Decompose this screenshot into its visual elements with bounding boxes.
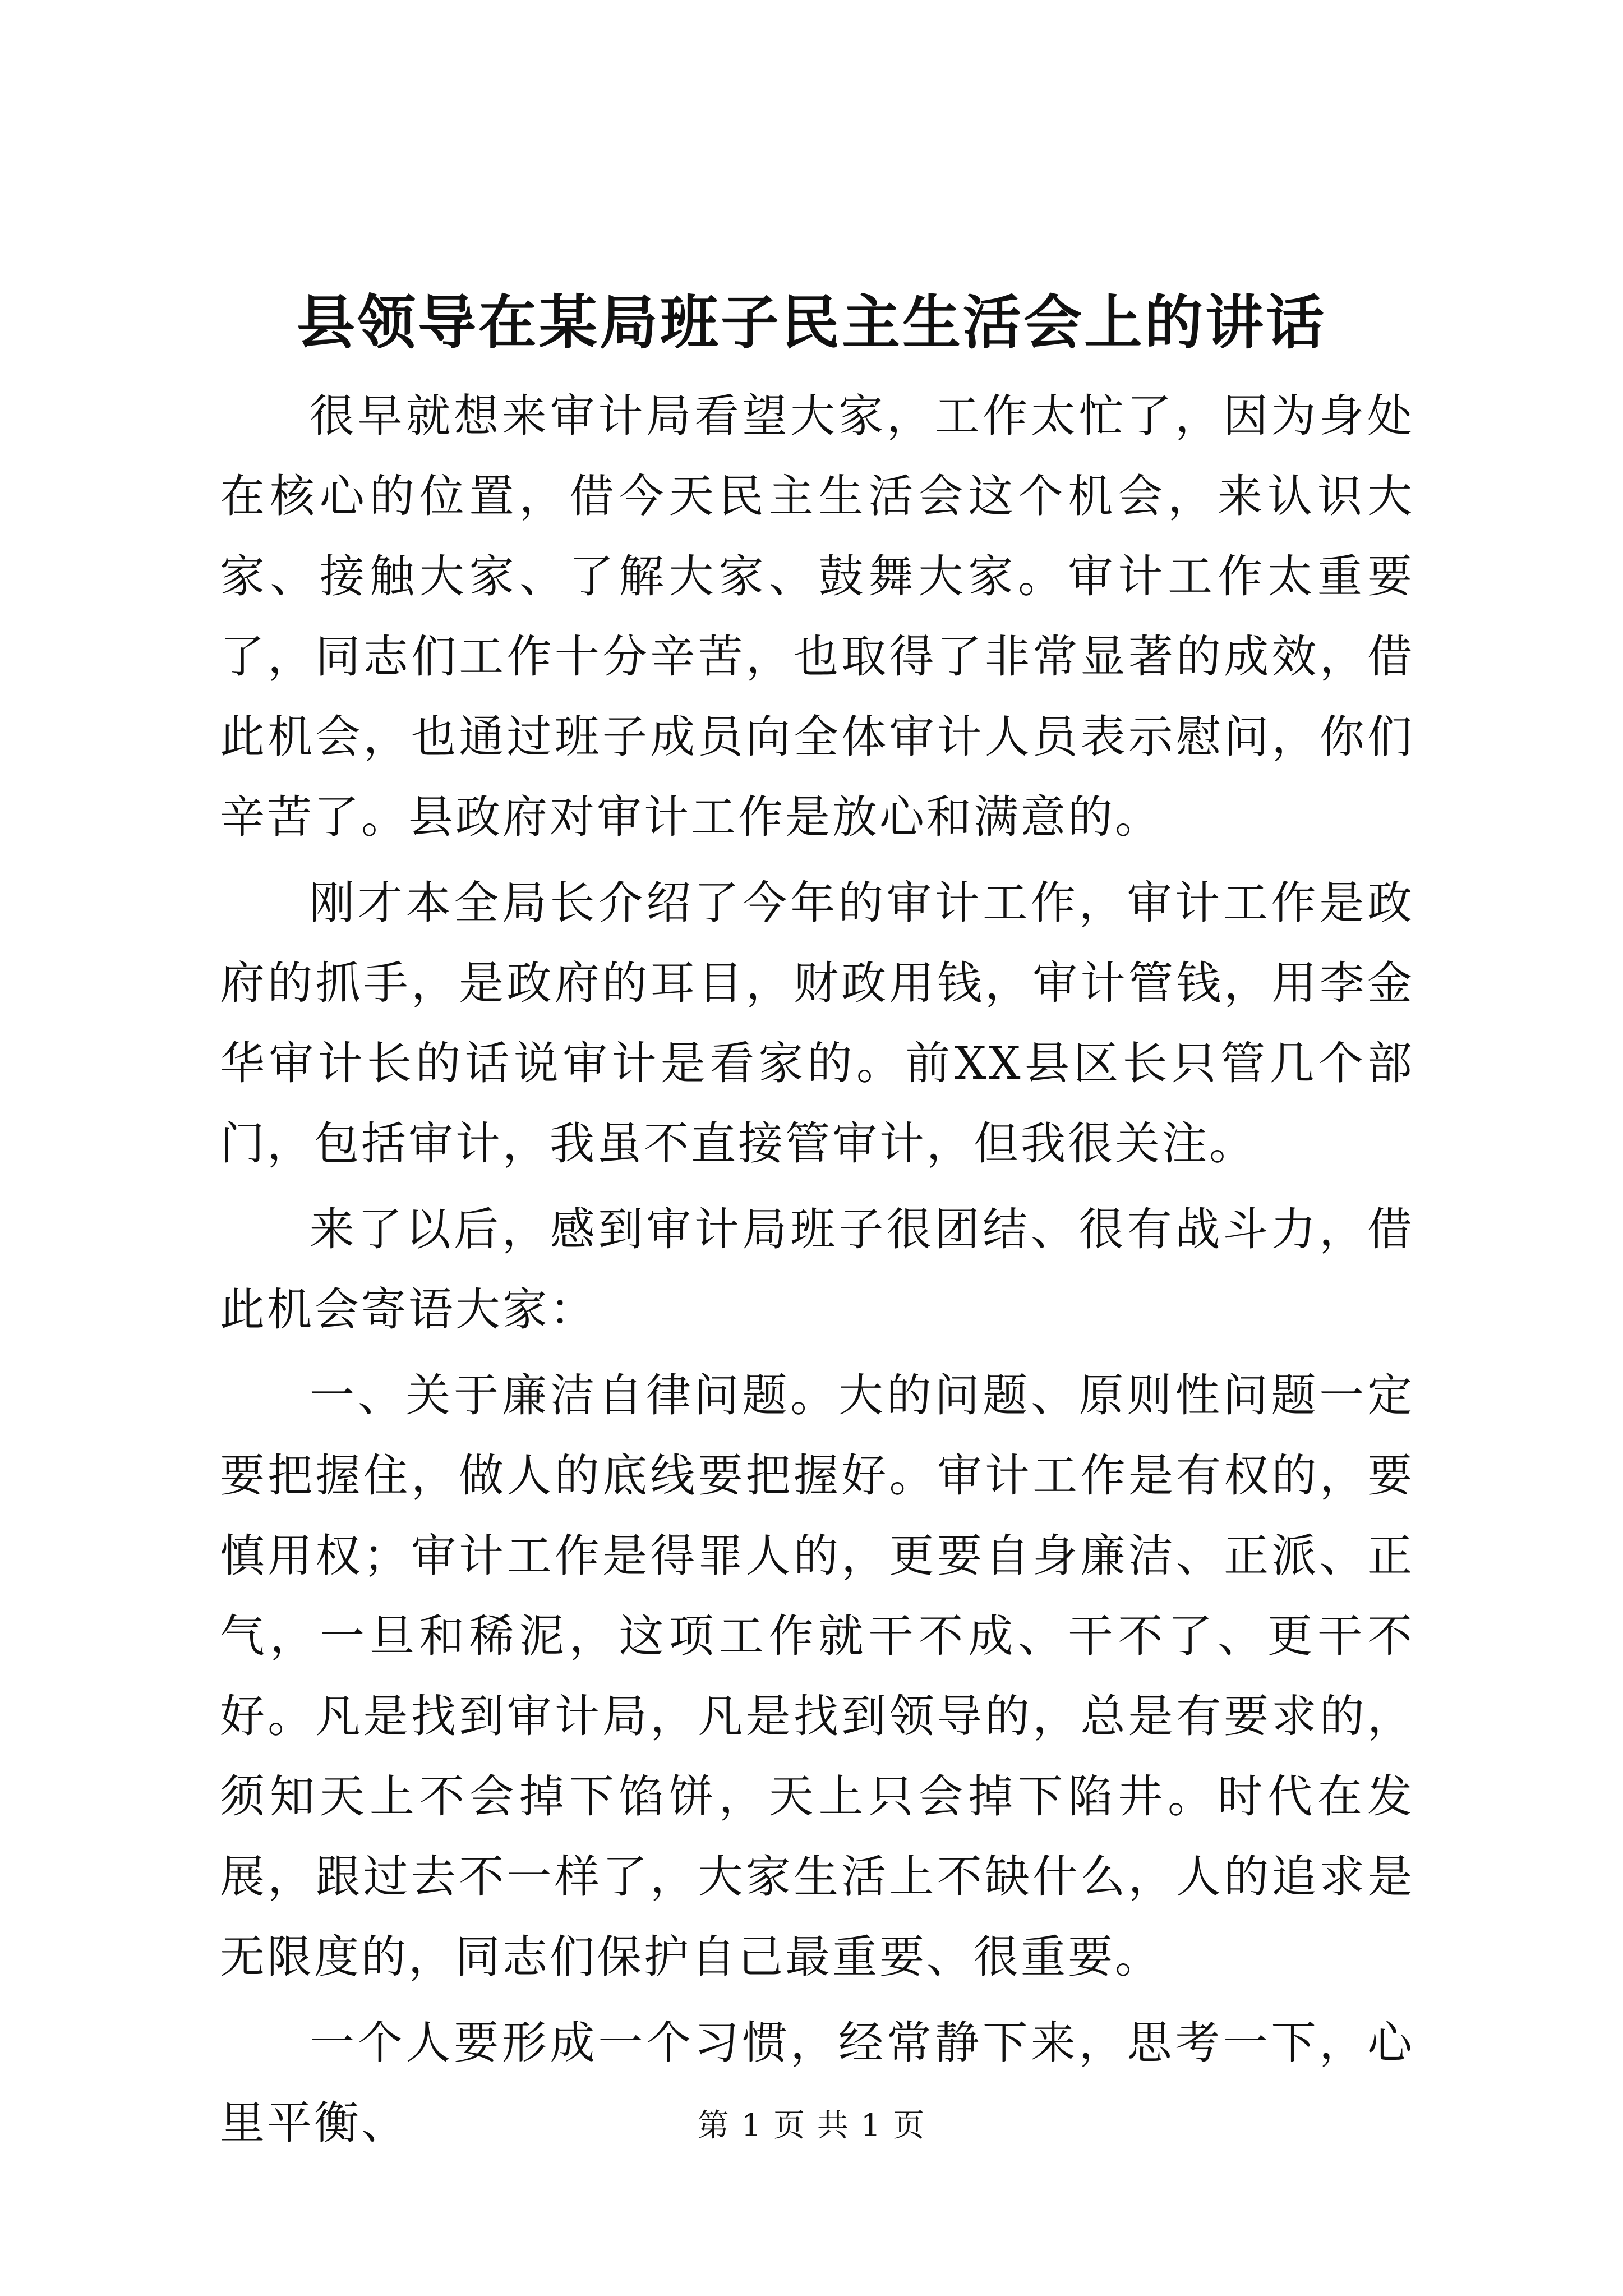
document-title: 县领导在某局班子民主生活会上的讲话 [296,288,1326,357]
paragraph: 一个人要形成一个习惯，经常静下来，思考一下，心里平衡、 [220,2017,1414,2149]
paragraph: 很早就想来审计局看望大家，工作太忙了，因为身处在核心的位置，借今天民主生活会这个机会，来认识大家、接触大家、了解大家、鼓舞大家。审计工作太重要了，同志们工作十分辛苦，也取得了非常显著的成效，借此机会，也通过班子成员向全体审计人员表示慰问，你们辛苦了。县政府对审计工作是放心和满意的。 [220,390,1414,843]
paragraph: 来了以后，感到审计局班子很团结、很有战斗力，借此机会寄语大家： [220,1203,1414,1336]
paragraph: 一、关于廉洁自律问题。大的问题、原则性问题一定要把握住，做人的底线要把握好。审计工作是有权的，要慎用权；审计工作是得罪人的，更要自身廉洁、正派、正气，一旦和稀泥，这项工作就干不成、干不了、更干不好。凡是找到审计局，凡是找到领导的，总是有要求的，须知天上不会掉下馅饼，天上只会掉下陷井。时代在发展，跟过去不一样了，大家生活上不缺什么，人的追求是无限度的，同志们保护自己最重要、很重要。 [220,1369,1414,1983]
document-body [220,376,1414,2169]
page-number-footer: 第 1 页 共 1 页 [697,2108,926,2144]
paragraph: 刚才本全局长介绍了今年的审计工作，审计工作是政府的抓手，是政府的耳目，财政用钱，审计管钱，用李金华审计长的话说审计是看家的。前XX县区长只管几个部门，包括审计，我虽不直接管审计，但我很关注。 [220,877,1414,1170]
